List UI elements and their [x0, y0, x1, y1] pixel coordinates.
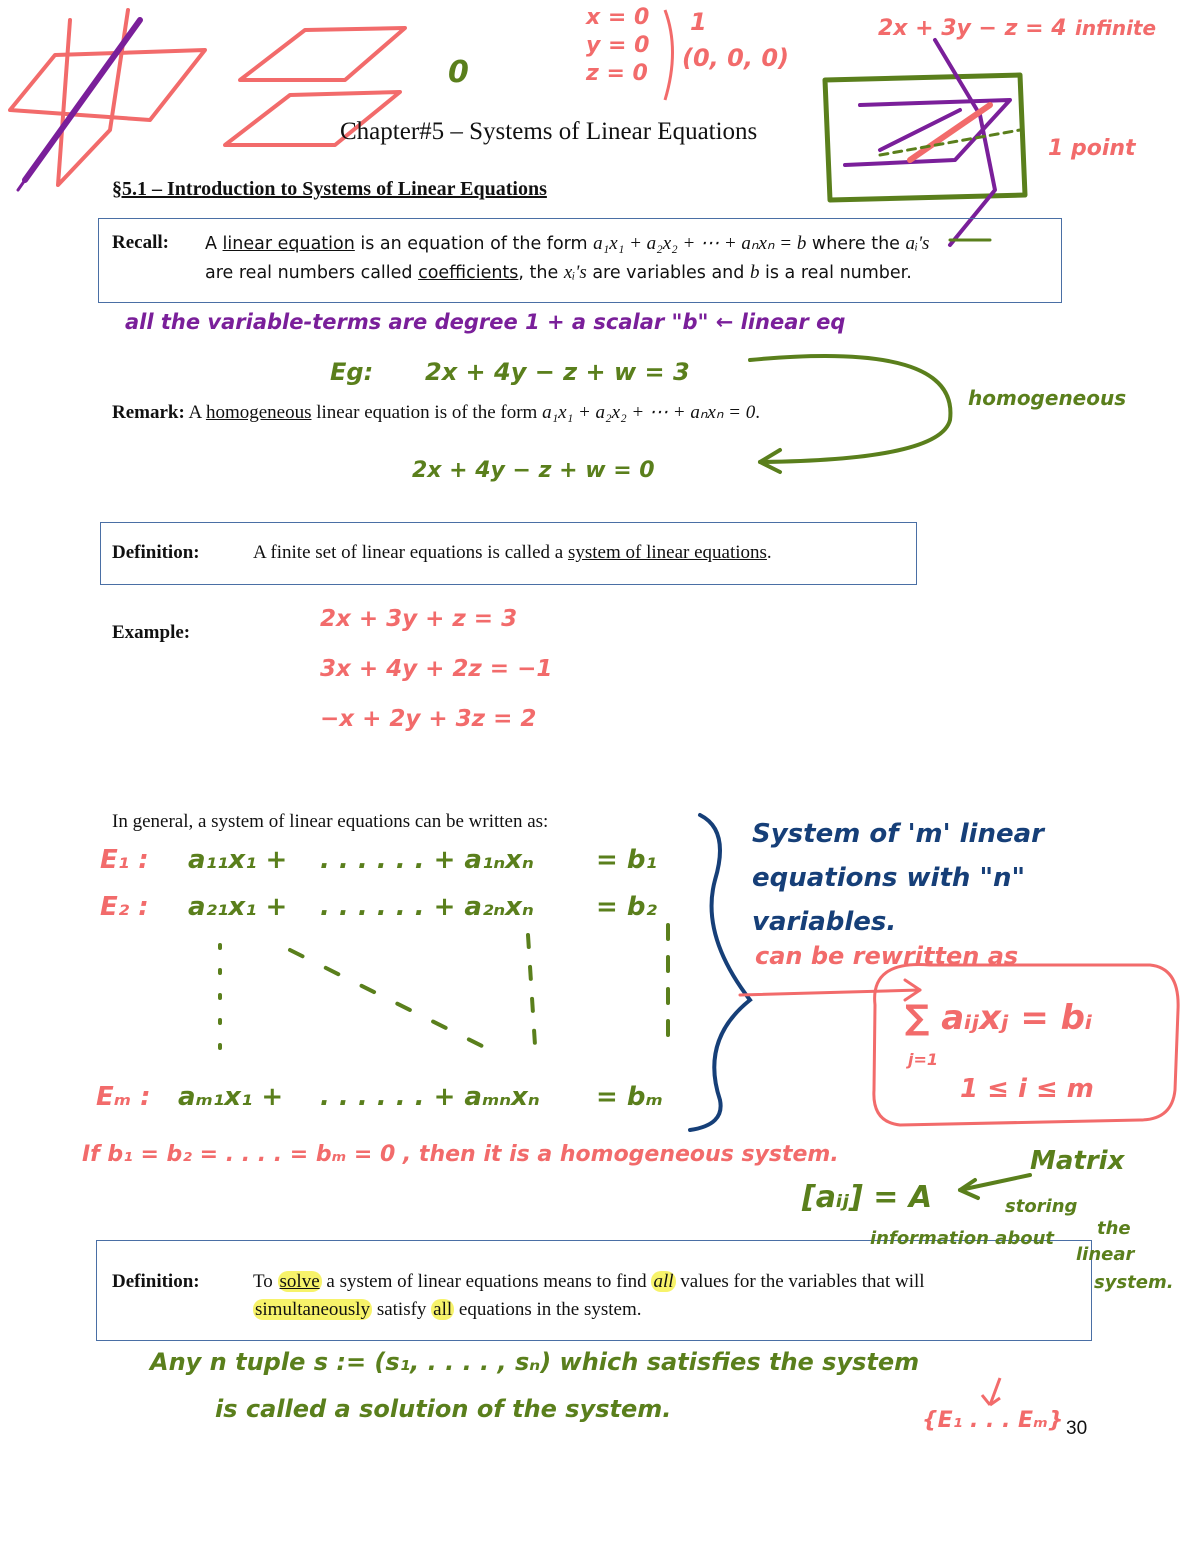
example-system	[320, 594, 552, 744]
rowm-middle: . . . . . . + aₘₙxₙ	[320, 1082, 540, 1112]
matrix-word: Matrix	[1030, 1146, 1125, 1176]
one-solution: 1	[690, 8, 707, 36]
matrix-note-5: system.	[1094, 1272, 1174, 1293]
formula-homogeneous: a₁x₁ + a₂x₂ + ⋯ + aₙxₙ = 0	[542, 402, 756, 423]
page-number: 30	[1066, 1418, 1088, 1439]
term-simultaneously: simultaneously	[255, 1299, 371, 1320]
general-text: In general, a system of linear equations can be written as:	[112, 811, 549, 832]
term-solve: solve	[279, 1271, 320, 1292]
formula-linear: a₁x₁ + a₂x₂ + ⋯ + aₙxₙ = b	[593, 233, 807, 254]
text-run: , the	[518, 263, 564, 283]
trivial-eq-z: z = 0	[586, 61, 648, 86]
system-note	[752, 812, 1044, 944]
text-run: are real numbers called	[205, 263, 419, 283]
trivial-system	[586, 4, 649, 88]
term-coefficients: coefficients	[418, 263, 519, 283]
definition2-line-2	[253, 1299, 642, 1321]
bracket-sketch	[665, 10, 673, 100]
text-run: is a real number.	[759, 263, 912, 283]
planes-box-sketch	[825, 40, 1025, 245]
text-run: are variables and	[586, 263, 750, 283]
recall-box	[98, 218, 1062, 303]
rowm-first: aₘ₁x₁ +	[178, 1082, 284, 1112]
zero-solutions: 0	[448, 55, 469, 90]
rowm-rhs: = bₘ	[596, 1082, 663, 1112]
row1-rhs: = b₁	[596, 845, 657, 875]
text-run: a system of linear equations means to find	[321, 1271, 652, 1292]
sum-range: j=1	[908, 1050, 939, 1069]
matrix-note-3: the	[1097, 1218, 1131, 1239]
text-run: A	[184, 402, 206, 423]
recall-label: Recall:	[112, 232, 169, 253]
text-run: equations in the system.	[454, 1299, 642, 1320]
example-eq-2: 3x + 4y + 2z = −1	[320, 656, 553, 682]
text-run: is an equation of the form	[354, 234, 594, 254]
sum-formula: ∑ aᵢⱼxⱼ = bᵢ	[905, 998, 1093, 1038]
example-label: Example:	[112, 622, 191, 643]
small-arrow	[982, 1378, 1000, 1405]
system-note-line-2: equations with "n"	[752, 863, 1026, 893]
remark-label: Remark:	[112, 402, 185, 423]
eq-label-1: E₁ :	[100, 845, 149, 875]
definition1-label: Definition:	[112, 542, 200, 563]
definition2-label: Definition:	[112, 1271, 200, 1292]
example-eq-3: −x + 2y + 3z = 2	[320, 706, 537, 732]
homogeneous-word: homogeneous	[968, 386, 1127, 410]
matrix-equation: [aᵢⱼ] = A	[802, 1180, 933, 1215]
definition2-line-1	[253, 1271, 925, 1293]
row2-rhs: = b₂	[596, 892, 657, 922]
term-linear-equation: linear equation	[222, 234, 355, 254]
math-xi: xᵢ's	[563, 262, 587, 283]
eg-label: Eg:	[330, 358, 374, 386]
term-system: system of linear equations	[567, 542, 767, 563]
term-all: all	[653, 1271, 674, 1292]
homogeneous-arrow	[750, 356, 950, 472]
text-run: .	[766, 542, 772, 563]
tuple-note-1: Any n tuple s := (s₁, . . . . , sₙ) which satisfies the system	[150, 1348, 920, 1376]
section-title: §5.1 – Introduction to Systems of Linear Equations	[112, 178, 547, 200]
term-homogeneous: homogeneous	[205, 402, 312, 423]
trivial-eq-y: y = 0	[586, 33, 650, 58]
row2-first: a₂₁x₁ +	[188, 892, 288, 922]
trivial-eq-x: x = 0	[586, 5, 650, 30]
eq-label-2: E₂ :	[100, 892, 149, 922]
trivial-tuple: (0, 0, 0)	[682, 44, 789, 72]
system-note-line-1: System of 'm' linear	[752, 819, 1044, 849]
matrix-note-4: linear	[1076, 1244, 1135, 1265]
matrix-note-1: storing	[1005, 1196, 1078, 1217]
one-point-label: 1 point	[1048, 136, 1136, 161]
text-run: A finite set of linear equations is called a	[253, 542, 568, 563]
homogeneous-system-note: If b₁ = b₂ = . . . . = bₘ = 0 , then it is a homogeneous system.	[82, 1142, 839, 1167]
term-all-2: all	[433, 1299, 453, 1320]
text-run: .	[755, 402, 760, 423]
text-run: satisfy	[372, 1299, 432, 1320]
row1-first: a₁₁x₁ +	[188, 845, 288, 875]
text-run: where the	[806, 234, 906, 254]
row1-middle: . . . . . . + a₁ₙxₙ	[320, 845, 534, 875]
matrix-note-2: information about	[870, 1228, 1054, 1249]
plane-equation: 2x + 3y − z = 4	[878, 16, 1067, 41]
matrix-arrow	[960, 1175, 1030, 1198]
rewrite-arrow	[740, 980, 920, 1000]
homogeneous-eq: 2x + 4y − z + w = 0	[412, 458, 655, 483]
text-run: values for the variables that will	[675, 1271, 925, 1292]
example-eq-1: 2x + 3y + z = 3	[320, 606, 518, 632]
remark-line	[112, 401, 760, 424]
curly-brace-sketch	[690, 815, 750, 1130]
ellipsis-dots	[220, 925, 668, 1060]
recall-line-1	[205, 232, 929, 255]
recall-line-2	[205, 262, 912, 284]
intersecting-planes-sketch	[10, 10, 205, 190]
math-ai: aᵢ's	[905, 233, 930, 254]
rewrite-note: can be rewritten as	[755, 942, 1019, 970]
linear-note: all the variable-terms are degree 1 + a scalar "b" ← linear eq	[125, 310, 846, 334]
chapter-title: Chapter#5 – Systems of Linear Equations	[340, 118, 758, 145]
infinite-label: infinite	[1075, 16, 1157, 40]
text-run: To	[253, 1271, 278, 1292]
system-reference: {E₁ . . . Eₘ}	[922, 1408, 1064, 1433]
eg-equation: 2x + 4y − z + w = 3	[425, 358, 690, 386]
tuple-note-2: is called a solution of the system.	[215, 1395, 672, 1423]
math-b: b	[749, 262, 760, 283]
text-run: linear equation is of the form	[311, 402, 543, 423]
system-note-line-3: variables.	[752, 907, 897, 937]
eq-label-m: Eₘ :	[96, 1082, 151, 1112]
text-run: A	[205, 234, 223, 254]
definition1-text	[253, 542, 772, 564]
sum-condition: 1 ≤ i ≤ m	[960, 1074, 1094, 1104]
row2-middle: . . . . . . + a₂ₙxₙ	[320, 892, 534, 922]
